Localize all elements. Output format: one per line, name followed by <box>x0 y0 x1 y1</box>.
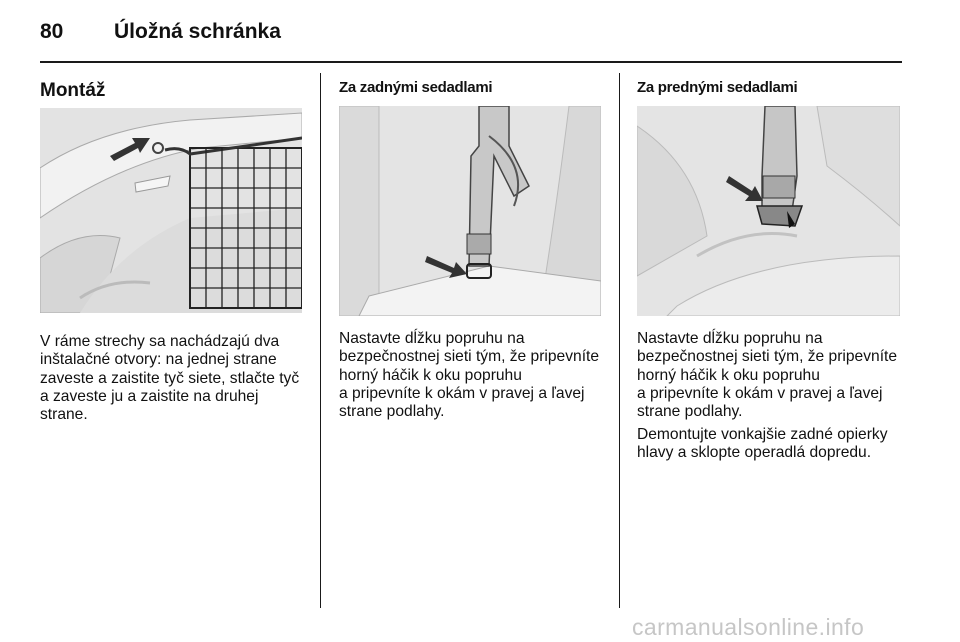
mounting-paragraph <box>40 333 312 424</box>
text-line: Nastavte dĺžku popruhu na <box>637 330 823 347</box>
text-line: a pripevníte k okám v pravej a ľavej <box>339 384 585 402</box>
cargo-net-mounting-illustration <box>40 108 302 313</box>
text-line: strane podlahy. <box>637 403 743 421</box>
page-number: 80 <box>40 20 64 43</box>
text-line: horný háčik k oku popruhu <box>339 366 522 384</box>
front-seat-paragraph-2 <box>637 426 917 463</box>
text-line: a pripevníte k okám v pravej a ľavej <box>637 384 883 402</box>
text-line: V ráme strechy sa nachádzajú dva <box>40 333 280 350</box>
text-line: bezpečnostnej sieti tým, že pripevníte <box>339 348 600 366</box>
text-line: a zaveste ju a zaistite na druhej <box>40 387 259 405</box>
text-line: Demontujte vonkajšie zadné opierky <box>637 426 888 443</box>
chapter-title: Úložná schránka <box>114 20 281 43</box>
section-heading-front-seats: Za prednými sedadlami <box>637 79 798 96</box>
rear-seat-strap-illustration <box>339 106 601 316</box>
column-divider-1 <box>320 73 321 608</box>
section-heading-rear-seats: Za zadnými sedadlami <box>339 79 493 96</box>
text-line: Nastavte dĺžku popruhu na <box>339 330 525 347</box>
header-rule <box>40 61 902 63</box>
front-seat-strap-illustration <box>637 106 900 316</box>
rear-seat-paragraph <box>339 330 614 421</box>
front-seat-paragraph-1 <box>637 330 917 421</box>
text-line: zaveste a zaistite tyč siete, stlačte tyč <box>40 369 300 387</box>
text-line: horný háčik k oku popruhu <box>637 366 820 384</box>
text-line: bezpečnostnej sieti tým, že pripevníte <box>637 348 898 366</box>
section-heading-montaz: Montáž <box>40 80 106 101</box>
watermark: carmanualsonline.info <box>632 614 865 640</box>
text-line: strane podlahy. <box>339 403 445 421</box>
text-line: hlavy a sklopte operadlá dopredu. <box>637 444 872 462</box>
column-divider-2 <box>619 73 620 608</box>
column-3 <box>637 79 797 96</box>
text-line: strane. <box>40 406 88 424</box>
column-2 <box>339 79 492 96</box>
column-1 <box>40 80 105 102</box>
text-line: inštalačné otvory: na jednej strane <box>40 351 277 369</box>
